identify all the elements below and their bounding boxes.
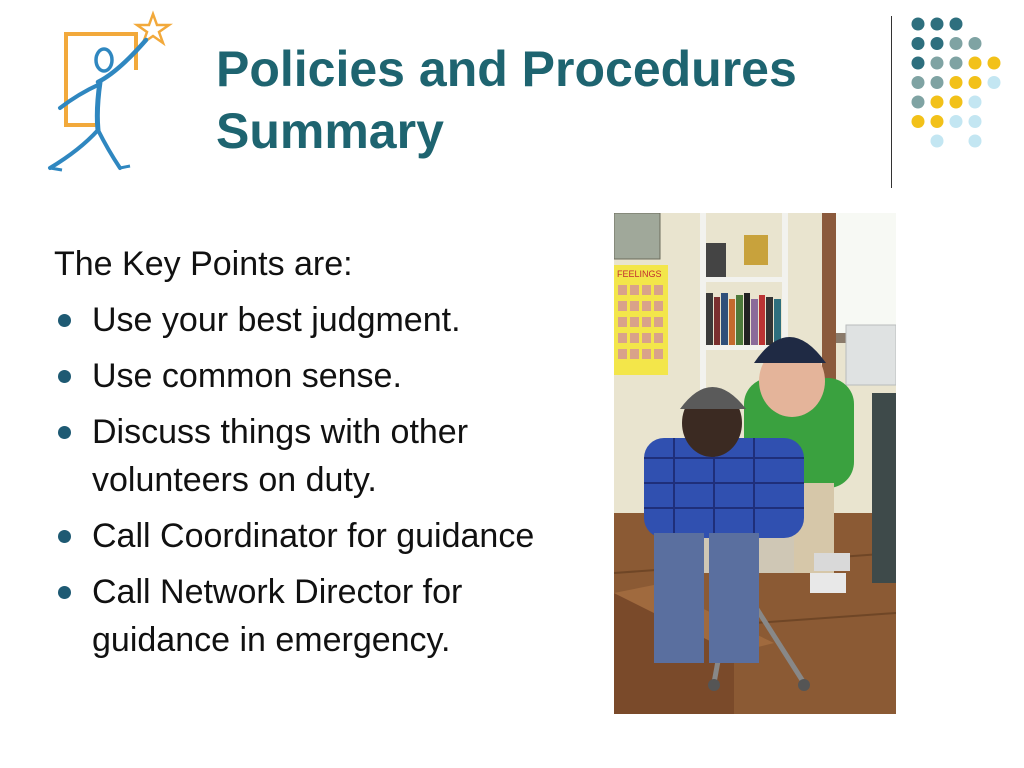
decorative-dot (931, 96, 944, 109)
slide-title (216, 38, 876, 162)
decorative-dot (969, 135, 982, 148)
poster-label: FEELINGS (617, 269, 662, 279)
decorative-dot (931, 18, 944, 31)
decorative-dot-grid (905, 12, 1015, 172)
decorative-dot (931, 115, 944, 128)
title-line-2: Summary (216, 103, 444, 159)
decorative-dot (950, 18, 963, 31)
decorative-dot (912, 96, 925, 109)
decorative-dot (931, 57, 944, 70)
bullet-item: Call Coordinator for guidance (54, 512, 634, 560)
intro-text: The Key Points are: (54, 245, 353, 283)
decorative-dot (931, 37, 944, 50)
decorative-dot (912, 115, 925, 128)
decorative-dot (912, 57, 925, 70)
decorative-dot (912, 37, 925, 50)
decorative-dot (950, 115, 963, 128)
slide-body (54, 240, 634, 672)
decorative-dot (988, 57, 1001, 70)
decorative-dot (931, 135, 944, 148)
bullet-item: Discuss things with other volunteers on duty. (54, 408, 552, 504)
decorative-dot (969, 96, 982, 109)
logo-icon (38, 10, 173, 180)
decorative-dot (969, 37, 982, 50)
decorative-dot (912, 76, 925, 89)
bullet-item: Call Network Director for guidance in emergency. (54, 568, 552, 664)
decorative-dot (969, 57, 982, 70)
title-divider (891, 16, 892, 188)
key-points-list (54, 296, 634, 664)
decorative-dot (931, 76, 944, 89)
bullet-item: Use your best judgment. (54, 296, 634, 344)
bullet-item: Use common sense. (54, 352, 634, 400)
decorative-dot (912, 18, 925, 31)
decorative-dot (988, 76, 1001, 89)
decorative-dot (950, 37, 963, 50)
decorative-dot (969, 76, 982, 89)
photo-children-in-office (614, 213, 896, 714)
decorative-dot (950, 57, 963, 70)
decorative-dot (950, 76, 963, 89)
decorative-dot (969, 115, 982, 128)
title-line-1: Policies and Procedures (216, 41, 797, 97)
decorative-dot (950, 96, 963, 109)
